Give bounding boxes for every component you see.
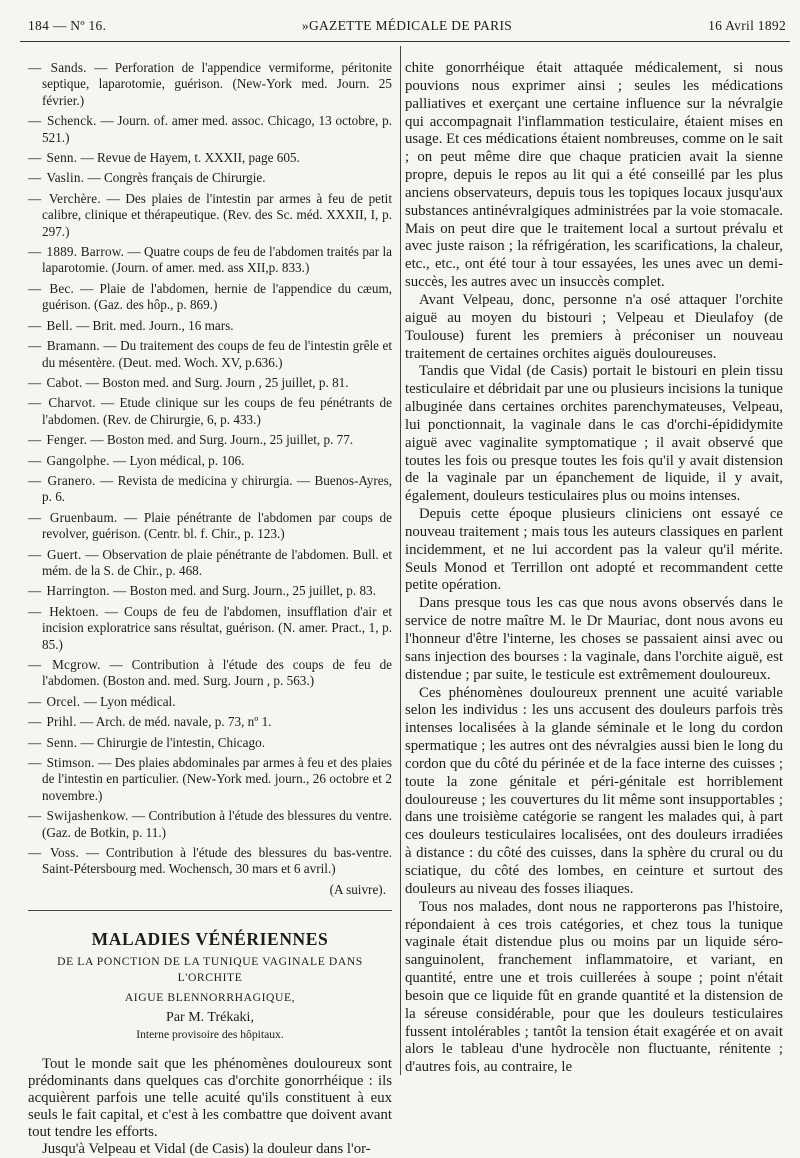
reference-author: Sands.: [50, 60, 87, 75]
journal-title: »GAZETTE MÉDICALE DE PARIS: [301, 18, 513, 33]
reference-entry: [28, 808, 392, 841]
reference-entry: [28, 453, 392, 469]
reference-entry: [28, 281, 392, 314]
reference-author: Verchère.: [48, 190, 101, 206]
entry-dash: —: [28, 546, 45, 562]
reference-entry: [28, 694, 392, 710]
reference-author: Stimson.: [46, 755, 95, 771]
body-paragraph: Avant Velpeau, donc, personne n'a osé attaquer l'orchite aiguë au moyen du bistouri ; Velpeau et Dieulafoy (de Toulouse) furent les premiers à préconiser un nouveau traitement de certaines orchites aiguës douloureuses.: [405, 291, 783, 362]
entry-dash: —: [28, 317, 45, 333]
reference-text: Contribution à l'étude des blessures du ventre. (Gaz. de Botkin, p. 11.): [42, 808, 393, 840]
reference-author: 1889. Barrow.: [46, 244, 125, 260]
entry-dash: —: [28, 244, 45, 260]
reference-author: Gruenbaum.: [49, 509, 118, 525]
reference-author: Guert.: [47, 546, 82, 562]
reference-author: Bell.: [46, 317, 73, 333]
reference-entry: [28, 604, 392, 653]
reference-entry: [28, 547, 392, 580]
right-column: [405, 60, 783, 1077]
body-paragraph: Tous nos malades, dont nous ne rapporterons pas l'histoire, répondaient à ces trois catégories, et chez tous la tunique vaginale était distendue plus ou moins par un liquide séro-sanguinolent, franchement inflammatoire, et variant, en quantité, entre une et trois cuillerées à soupe ; point n'était besoin que ce liquide fût en grande quantité et la distension de la séreuse considérable, pour que les douleurs testiculaires fussent intolérables ; tantôt la tension était exagérée et on avait alors le tableau d'une hydrocèle non fluctuante, rénitente ; d'autres fois, au contraire, le: [405, 898, 783, 1076]
column-divider: [400, 46, 401, 1075]
reference-entry: [28, 755, 392, 804]
reference-author: Fenger.: [46, 432, 88, 448]
body-paragraph: Tandis que Vidal (de Casis) portait le bistouri en plein tissu testiculaire et débridait par une ou plusieurs incisions la tunique albuginée dans certaines orchites parenchymateuses, Velpeau, lui ponctionnait, la vaginale dans le cas d'orchi-épididymite aiguë avec vaginalite symptomatique ; il avait observé que toutes les fois ou presque toutes les fois qu'il y avait distension de la vaginale par un épanchement de liquide, il y avait, également, douleurs testiculaires plus ou moins intenses.: [405, 363, 783, 505]
entry-separator: —: [128, 808, 149, 824]
reference-text: Quatre coups de feu de l'abdomen traités par la laparotomie. (Journ. of amer. med. ass XII,p. 833.): [42, 244, 393, 276]
reference-entry: [28, 113, 392, 146]
entry-dash: —: [28, 714, 45, 730]
entry-dash: —: [28, 603, 48, 619]
reference-author: Charvot.: [48, 395, 96, 411]
entry-dash: —: [28, 734, 45, 750]
entry-dash: —: [28, 338, 45, 354]
reference-entry: [28, 375, 392, 391]
reference-text: Congrès français de Chirurgie.: [103, 170, 266, 186]
reference-entry: [28, 473, 392, 506]
reference-author: Schenck.: [47, 113, 97, 129]
reference-author: Hektoen.: [49, 603, 99, 619]
entry-dash: —: [28, 452, 45, 468]
reference-author: Gangolphe.: [46, 452, 110, 468]
reference-text: Arch. de méd. navale, p. 73, nº 1.: [95, 714, 272, 730]
entry-separator: —: [84, 170, 104, 186]
reference-author: Senn.: [46, 734, 78, 750]
reference-entry: [28, 735, 392, 751]
reference-entry: [28, 150, 392, 166]
entry-dash: —: [28, 472, 46, 488]
reference-entry: [28, 583, 392, 599]
reference-entry: [28, 60, 392, 109]
entry-separator: —: [80, 693, 101, 709]
to-be-continued: (A suivre).: [329, 881, 386, 897]
entry-separator: —: [81, 546, 103, 562]
reference-author: Bramann.: [46, 338, 100, 354]
reference-text: Plaie de l'abdomen, hernie de l'appendice du cæum, guérison. (Gaz. des hôp., p. 869.): [42, 280, 392, 313]
entry-separator: —: [95, 395, 120, 411]
reference-text: Contribution à l'étude des coups de feu de l'abdomen. (Boston and. med. Surg. Journ , p. 563.): [42, 657, 393, 689]
reference-text: Lyon médical.: [100, 693, 176, 709]
entry-separator: —: [99, 338, 121, 354]
article-title-line-1: DE LA PONCTION DE LA TUNIQUE VAGINALE DANS L'ORCHITE: [57, 954, 363, 984]
reference-author: Bec.: [49, 280, 74, 296]
reference-text: Perforation de l'appendice vermiforme, péritonite septique, laparotomie, guérison. (New-York med. Journ. 25 février.): [42, 60, 393, 108]
entry-dash: —: [28, 693, 45, 709]
reference-text: Des plaies abdominales par armes à feu et des plaies de l'intestin en particulier. (New-York med. journ., 26 octobre et 2 novembre.): [42, 755, 392, 803]
entry-dash: —: [28, 808, 45, 824]
section-rule: [28, 910, 392, 911]
reference-text: Du traitement des coups de feu de l'intestin grêle et du mésentère. (Deut. med. Woch. XV, p.636.): [42, 338, 392, 370]
reference-entry: [28, 714, 392, 730]
reference-entry: [28, 338, 392, 371]
reference-author: Senn.: [46, 150, 78, 166]
entry-separator: —: [96, 113, 118, 129]
reference-entry: [28, 432, 392, 448]
entry-separator: —: [100, 190, 126, 206]
article-author-role: Interne provisoire des hôpitaux.: [136, 1028, 284, 1042]
body-paragraph: Ces phénomènes douloureux prennent une acuité variable selon les individus : les uns accusent des douleurs parfois très intenses localisées à la glande séminale et le long du cordon spermatique ; les autres ont des névralgies aussi bien le long du cordon que du côté du périnée et de la face interne des cuisses ; toute la zone génitale et péri-génitale est horriblement douloureuse ; les couvertures du lit même sont insupportables ; dans une troisième catégorie se rangent les malades qui, à part ces douleurs testiculaires localisées, ont des douleurs irradiées à distance : du côté des cuisses, dans la sphère du crural ou du sciatique, du côté des lombes, en ceinture et surtout des douleurs au niveau des fosses iliaques.: [405, 684, 783, 897]
entry-separator: —: [100, 657, 132, 672]
reference-author: Swijashenkow.: [46, 808, 129, 824]
reference-author: Vaslin.: [46, 170, 85, 186]
reference-author: Cabot.: [46, 374, 83, 390]
entry-dash: —: [28, 657, 51, 672]
entry-separator: —: [124, 244, 144, 260]
reference-text: Etude clinique sur les coups de feu pénétrants de l'abdomen. (Rev. de Chirurgie, 6, p. 433.): [42, 395, 393, 427]
entry-separator: —: [77, 150, 97, 166]
entry-dash: —: [28, 509, 48, 525]
entry-dash: —: [28, 374, 45, 390]
reference-text: Journ. of. amer med. assoc. Chicago, 13 octobre, p. 521.): [42, 113, 393, 145]
reference-author: Prihl.: [46, 714, 77, 730]
entry-dash: —: [28, 190, 47, 206]
entry-separator: —: [94, 755, 115, 771]
reference-entry: [28, 395, 392, 428]
entry-dash: —: [28, 432, 45, 448]
entry-dash: —: [28, 113, 45, 129]
body-paragraph: Dans presque tous les cas que nous avons observés dans le service de notre maître M. le Dr Mauriac, dont nous avons eu l'honneur d'être l'interne, les choses se passaient ainsi avec ou sans injection des bourses : la vaginale, dans l'orchite aiguë, est distendue ; par suite, le testicule est extrêmement douloureux.: [405, 595, 783, 683]
reference-list: [28, 60, 392, 878]
reference-text: Boston med. and Surg. Journ , 25 juillet, p. 81.: [102, 374, 349, 390]
reference-text: Boston med. and Surg. Journ., 25 juillet, p. 83.: [129, 583, 376, 599]
entry-dash: —: [28, 60, 49, 75]
reference-author: Granero.: [47, 472, 96, 488]
entry-dash: —: [28, 170, 45, 186]
reference-text: Lyon médical, p. 106.: [129, 452, 245, 468]
reference-entry: [28, 170, 392, 186]
entry-separator: —: [117, 509, 144, 525]
reference-text: Revista de medicina y chirurgia. — Buenos-Ayres, p. 6.: [42, 472, 393, 505]
reference-text: Contribution à l'étude des blessures du bas-ventre. Saint-Pétersbourg med. Wochensch, 30 mars et 6 avril.): [42, 845, 392, 877]
section-title: MALADIES VÉNÉRIENNES: [91, 929, 329, 950]
page-number: 184 — Nº 16.: [28, 18, 107, 33]
body-paragraph: Jusqu'à Velpeau et Vidal (de Casis) la douleur dans l'or-: [42, 1140, 371, 1157]
entry-dash: —: [28, 845, 49, 861]
entry-separator: —: [95, 472, 118, 488]
body-paragraph: Tout le monde sait que les phénomènes douloureux sont prédominants dans quelques cas d'orchite gonorrhéique : ils acquièrent parfois une telle acuité qu'ils constituent à eux seuls le fait capital, et c'est à les combattre que doivent avant tout tendre les efforts.: [28, 1055, 392, 1140]
reference-text: Brit. med. Journ., 16 mars.: [92, 317, 234, 333]
entry-dash: —: [28, 583, 45, 599]
reference-author: Voss.: [50, 845, 79, 861]
entry-separator: —: [77, 734, 97, 750]
entry-dash: —: [28, 280, 48, 296]
entry-separator: —: [98, 603, 124, 619]
entry-separator: —: [87, 432, 107, 448]
reference-entry: [28, 318, 392, 334]
reference-entry: [28, 191, 392, 240]
entry-separator: —: [82, 374, 103, 390]
entry-separator: —: [73, 280, 100, 296]
entry-dash: —: [28, 395, 47, 411]
page-header: [28, 14, 786, 36]
reference-text: Plaie pénétrante de l'abdomen par coups de revolver, guérison. (Centr. bl. f. Chir., p. 123.): [42, 509, 392, 542]
reference-author: Harrington.: [46, 583, 110, 599]
body-paragraph: Depuis cette époque plusieurs cliniciens ont essayé ce nouveau traitement ; mais tous les auteurs classiques en parlent incidemment, et ne lui accordent pas la valeur qu'il mérite. Seuls Monod et Terrillon ont adopté et recommandent cette petite opération.: [405, 506, 783, 594]
reference-entry: [28, 244, 392, 277]
left-column: [28, 60, 392, 1158]
reference-text: Des plaies de l'intestin par armes à feu de petit calibre, clinique et thérapeutique. (Rev. des Sc. méd. XXXII, I, p. 297.): [42, 190, 393, 239]
entry-separator: —: [86, 60, 115, 75]
article-title-line-2: AIGUE BLENNORRHAGIQUE,: [124, 990, 296, 1004]
entry-separator: —: [72, 317, 93, 333]
header-rule: [20, 41, 790, 42]
reference-entry: [28, 657, 392, 690]
entry-separator: —: [109, 452, 130, 468]
reference-author: Mcgrow.: [52, 657, 101, 672]
reference-entry: [28, 510, 392, 543]
reference-author: Orcel.: [46, 693, 81, 709]
reference-text: Coups de feu de l'abdomen, insufflation d'air et incision exploratrice sans résultat, guérison. (N. amer. Pract., 1, p. 85.): [42, 603, 393, 652]
reference-entry: [28, 845, 392, 878]
entry-dash: —: [28, 150, 45, 166]
reference-text: Chirurgie de l'intestin, Chicago.: [96, 734, 265, 750]
entry-separator: —: [109, 583, 130, 599]
reference-text: Boston med. and Surg. Journ., 25 juillet, p. 77.: [106, 432, 354, 448]
entry-separator: —: [79, 845, 106, 861]
reference-text: Revue de Hayem, t. XXXII, page 605.: [96, 150, 300, 166]
article-author: Par M. Trékaki,: [166, 1009, 254, 1025]
issue-date: 16 Avril 1892: [708, 18, 786, 33]
reference-text: Observation de plaie pénétrante de l'abdomen. Bull. et mém. de la S. de Chir., p. 468.: [42, 546, 393, 578]
entry-dash: —: [28, 755, 45, 771]
entry-separator: —: [76, 714, 96, 730]
body-paragraph: chite gonorrhéique était attaquée médicalement, si nous pouvions nous exprimer ainsi ; seules les médications palliatives et exerçant une certaine influence sur la névralgie qui accompagnait l'inflammation testiculaire, étaient mises en usage. Et ces médications étaient nombreuses, comme on le sait ; on peut même dire que chaque praticien avait la sienne propre, depuis le repos au lit qui a été conseillé par les plus anciens observateurs, depuis tous les topiques locaux jusqu'aux substances antinévralgiques administrées par la voie stomacale. Mais on peut dire que le traitement local a surtout prévalu et avec juste raison ; la réfrigération, les scarifications, la chaleur, etc., etc., ont été tour à tour essayées, les unes avec un demi-succès, les autres avec un insuccès complet.: [405, 60, 783, 291]
